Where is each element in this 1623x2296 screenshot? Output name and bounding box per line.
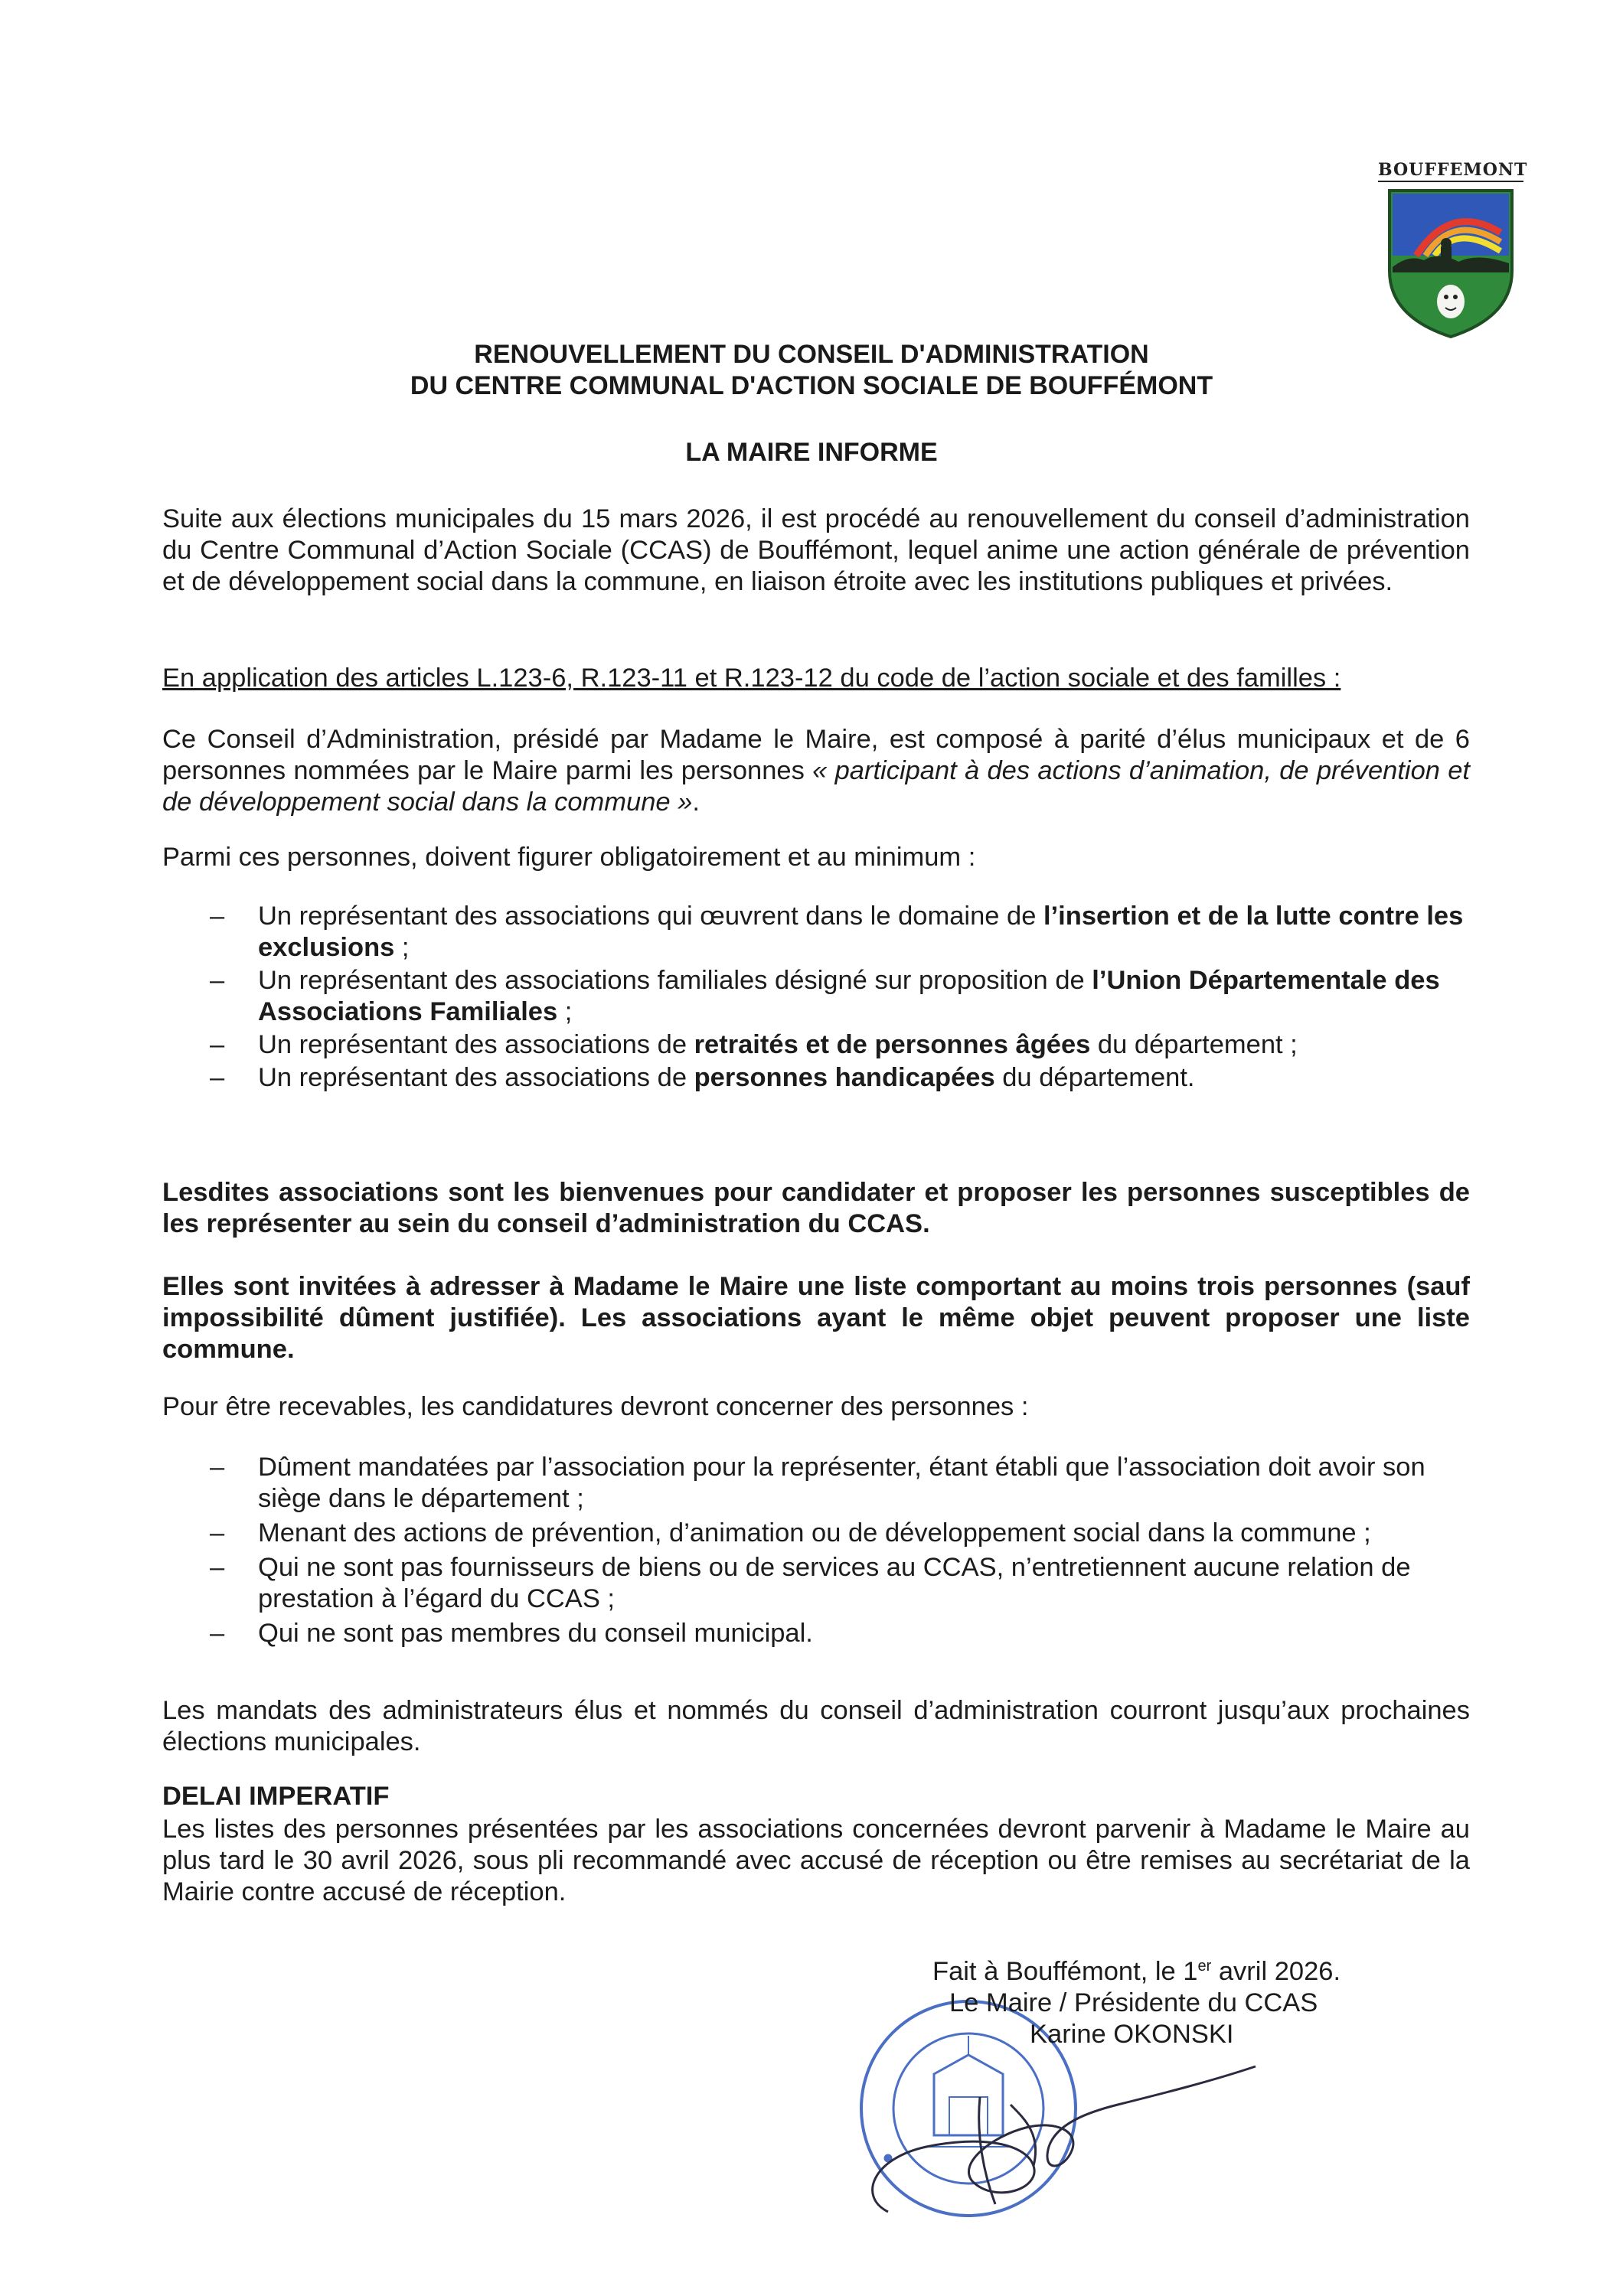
deadline-heading: DELAI IMPERATIF xyxy=(162,1782,390,1811)
signature-role: Le Maire / Présidente du CCAS xyxy=(949,1988,1318,2017)
crest-town-name: BOUFFEMONT xyxy=(1378,161,1523,182)
list-item: – Qui ne sont pas membres du conseil municipal. xyxy=(210,1619,813,1648)
document-title-line1: RENOUVELLEMENT DU CONSEIL D'ADMINISTRATION xyxy=(474,340,1149,369)
composition-end: . xyxy=(692,788,700,817)
list-item: – Qui ne sont pas fournisseurs de biens ou de services au CCAS, n’entretiennent aucune relation de prestation à l’égard du CCAS ; xyxy=(210,1553,1411,1613)
requirements-intro: Parmi ces personnes, doivent figurer obligatoirement et au minimum : xyxy=(162,843,976,872)
list-item: – Dûment mandatées par l’association pour la représenter, étant établi que l’association doit avoir son siège dans le département ; xyxy=(210,1453,1425,1513)
deadline-paragraph: Les listes des personnes présentées par les associations concernées devront parvenir à Madame le Maire au plus tard le 30 avril 2026, sous pli recommandé avec accusé de réception ou être remises au secrétariat de la Mairie contre accusé de réception. xyxy=(162,1815,1470,1906)
composition-text: Ce Conseil d’Administration, présidé par Madame le Maire, est composé à parité d’élus municipaux et de 6 personnes nommées par le Maire parmi les personnes xyxy=(162,725,1470,785)
legal-reference-text: En application des articles L.123-6, R.123-11 et R.123-12 du code de l’action sociale et des familles : xyxy=(162,664,1341,693)
list-item: – Un représentant des associations qui œuvrent dans le domaine de l’insertion et de la lutte contre les exclusions ; xyxy=(210,902,1464,962)
intro-paragraph: Suite aux élections municipales du 15 mars 2026, il est procédé au renouvellement du conseil d’administration du Centre Communal d’Action Sociale (CCAS) de Bouffémont, lequel anime une action générale de prévention et de développement social dans la commune, en liaison étroite avec les institutions publiques et privées. xyxy=(162,504,1470,596)
coat-of-arms-icon xyxy=(1386,187,1516,340)
document-title-line2: DU CENTRE COMMUNAL D'ACTION SOCIALE DE BOUFFÉMONT xyxy=(410,371,1213,400)
list-item: – Menant des actions de prévention, d’animation ou de développement social dans la commune ; xyxy=(210,1518,1371,1548)
composition-paragraph xyxy=(162,724,1470,818)
list-item: – Un représentant des associations de personnes handicapées du département. xyxy=(210,1063,1195,1092)
list-item: – Un représentant des associations de retraités et de personnes âgées du département ; xyxy=(210,1030,1298,1059)
invitation-paragraph: Lesdites associations sont les bienvenues pour candidater et proposer les personnes susceptibles de les représenter au sein du conseil d’administration du CCAS. xyxy=(162,1178,1470,1238)
list-request-paragraph: Elles sont invitées à adresser à Madame le Maire une liste comportant au moins trois personnes (sauf impossibilité dûment justifiée). Les associations ayant le même objet peuvent proposer une liste commune. xyxy=(162,1272,1470,1364)
handwritten-signature xyxy=(873,2066,1256,2212)
requirements-list xyxy=(162,901,1470,1095)
signature-place-date: Fait à Bouffémont, le 1er avril 2026. xyxy=(932,1957,1341,1986)
eligibility-intro: Pour être recevables, les candidatures devront concerner des personnes : xyxy=(162,1392,1029,1421)
legal-reference xyxy=(162,663,1470,694)
document-subtitle: LA MAIRE INFORME xyxy=(685,438,938,467)
signature-name: Karine OKONSKI xyxy=(1030,2020,1234,2049)
list-item: – Un représentant des associations familiales désigné sur proposition de l’Union Départementale des Associations Familiales ; xyxy=(210,966,1440,1026)
mandates-paragraph: Les mandats des administrateurs élus et nommés du conseil d’administration courront jusqu’aux prochaines élections municipales. xyxy=(162,1696,1470,1756)
eligibility-list xyxy=(162,1452,1470,1652)
composition-quote: « participant à des actions d’animation, de prévention et de développement social dans la commune » xyxy=(162,756,1470,817)
town-crest xyxy=(1378,160,1528,344)
